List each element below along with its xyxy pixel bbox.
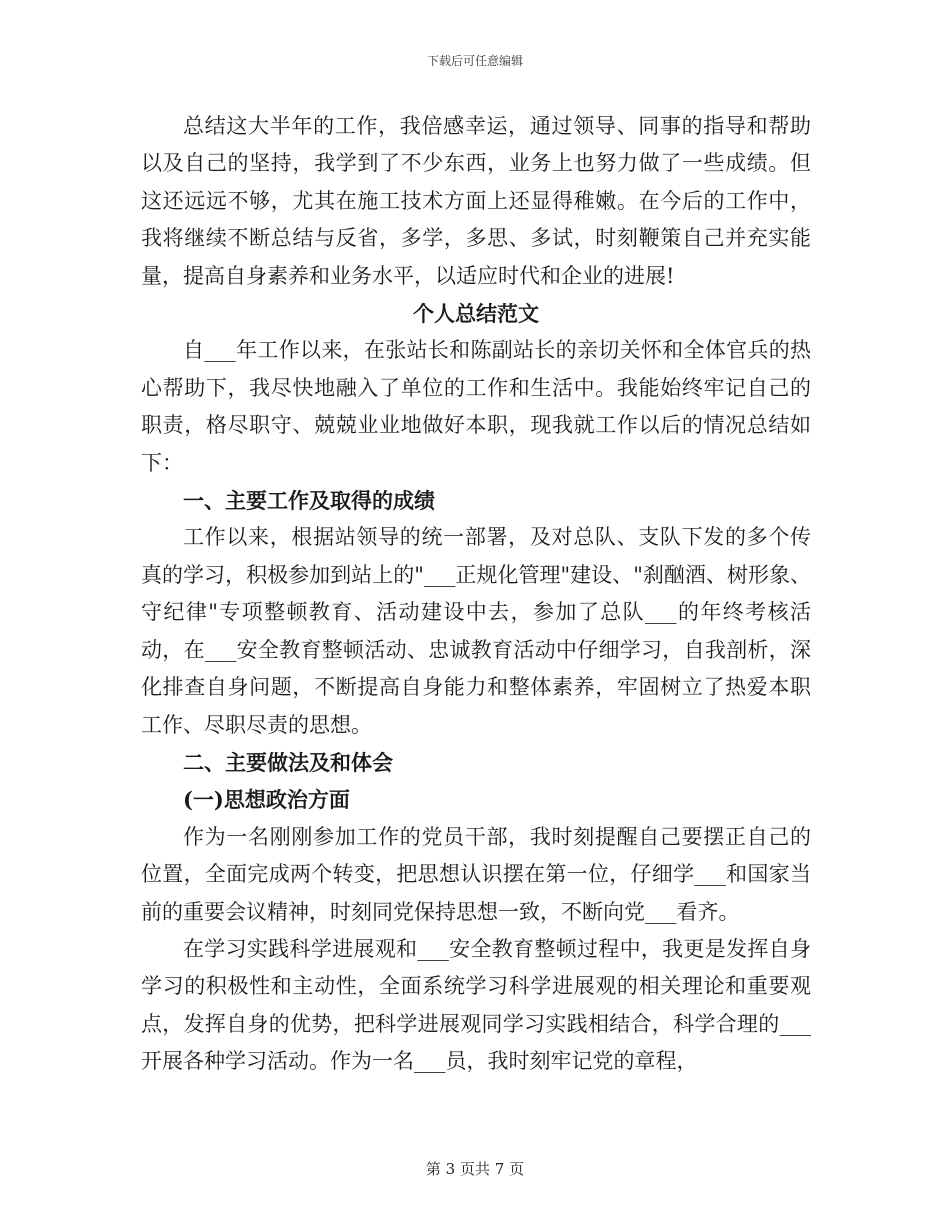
paragraph-study: 在学习实践科学进展观和___安全教育整顿过程中，我更是发挥自身学习的积极性和主动性，全面系统学习科学进展观的相关理论和重要观点，发挥自身的优势，把科学进展观同学习实践相结合，科学合理的___开展各种学习活动。作为一名___员，我时刻牢记党的章程，	[141, 936, 811, 1074]
document-body	[141, 108, 811, 1081]
page-header: 下载后可任意编辑	[426, 54, 523, 68]
paragraph-intro: 自___年工作以来，在张站长和陈副站长的亲切关怀和全体官兵的热心帮助下，我尽快地融入了单位的工作和生活中。我能始终牢记自己的职责，格尽职守、兢兢业业地做好本职，现我就工作以后的情况总结如下：	[141, 338, 811, 475]
heading-main-work: 一、主要工作及取得的成绩	[183, 488, 435, 514]
heading-methods: 二、主要做法及和体会	[183, 749, 393, 775]
page-footer: 第 3 页共 7 页	[425, 1160, 525, 1178]
subheading-political: (一)思想政治方面	[183, 787, 350, 813]
section-title: 个人总结范文	[413, 301, 539, 327]
paragraph-main-work: 工作以来，根据站领导的统一部署，及对总队、支队下发的多个传真的学习，积极参加到站上的"___正规化管理"建设、"刹酗酒、树形象、守纪律"专项整顿教育、活动建设中去，参加了总队___的年终考核活动，在___安全教育整顿活动、忠诚教育活动中仔细学习，自我剖析，深化排查自身问题，不断提高自身能力和整体素养，牢固树立了热爱本职工作、尽职尽责的思想。	[141, 525, 811, 737]
paragraph-political: 作为一名刚刚参加工作的党员干部，我时刻提醒自己要摆正自己的位置，全面完成两个转变，把思想认识摆在第一位，仔细学___和国家当前的重要会议精神，时刻同党保持思想一致，不断向党___看齐。	[141, 824, 811, 924]
paragraph-summary: 总结这大半年的工作，我倍感幸运，通过领导、同事的指导和帮助以及自己的坚持，我学到了不少东西，业务上也努力做了一些成绩。但这还远远不够，尤其在施工技术方面上还显得稚嫩。在今后的工作中，我将继续不断总结与反省，多学，多思、多试，时刻鞭策自己并充实能量，提高自身素养和业务水平，以适应时代和企业的进展!	[141, 114, 811, 288]
